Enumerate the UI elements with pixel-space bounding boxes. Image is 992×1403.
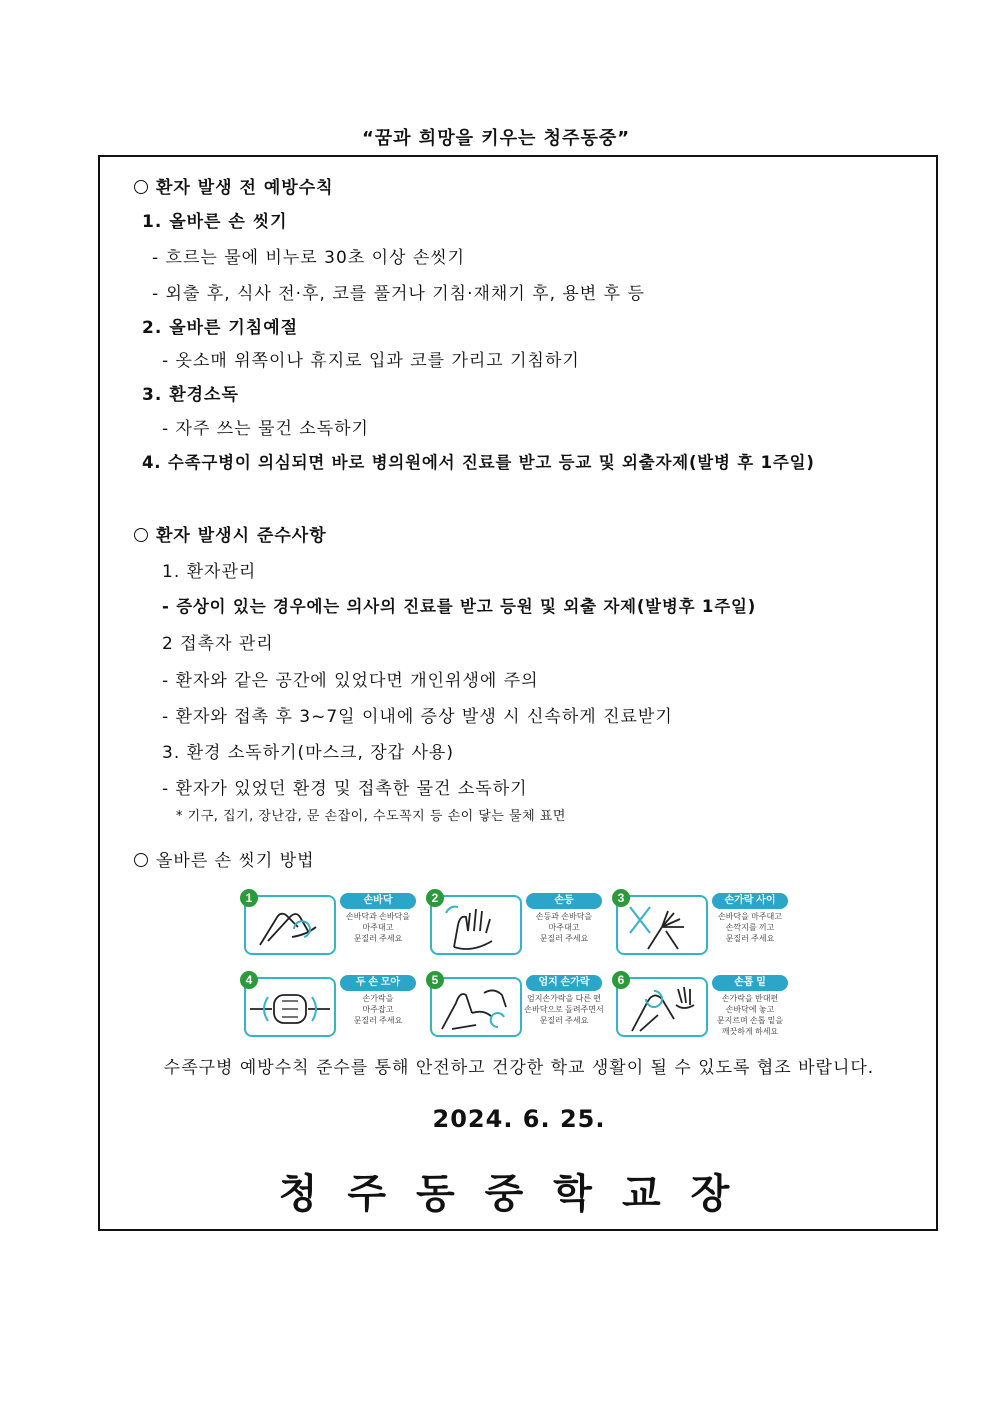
hands-clasped-icon (246, 979, 334, 1035)
handwash-step (426, 971, 606, 1043)
handwash-step (612, 889, 792, 961)
circle-bullet-icon (134, 853, 148, 867)
prevention-detail: - 흐르는 물에 비누로 30초 이상 손씻기 (152, 248, 466, 268)
handwash-step (426, 889, 606, 961)
step-title: 손톱 밑 (712, 975, 788, 991)
handwash-step (240, 889, 420, 961)
step-title: 두 손 모아 (340, 975, 416, 991)
handwash-steps (240, 889, 800, 1039)
section-patient-heading: 환자 발생시 준수사항 (134, 521, 327, 546)
step-title: 손가락 사이 (712, 893, 788, 909)
section-prevention-heading: 환자 발생 전 예방수칙 (134, 173, 334, 198)
step-description: 손가락을 반대편 손바닥에 놓고 문지르며 손톱 밑을 깨끗하게 하세요 (716, 994, 784, 1036)
palm-rub-icon (246, 897, 334, 953)
step-description: 엄지손가락을 다른 편 손바닥으로 돌려주면서 문질러 주세요 (524, 994, 604, 1025)
notice-date: 2024. 6. 25. (432, 1105, 606, 1133)
step-title: 손바닥 (340, 893, 416, 909)
notice-box (98, 155, 938, 1231)
step-number: 5 (426, 971, 444, 989)
prevention-item-disinfect: 3. 환경소독 (142, 385, 239, 405)
step-number: 1 (240, 889, 258, 907)
step-description: 손가락을 마주잡고 문질러 주세요 (353, 994, 403, 1025)
step-description: 손바닥과 손바닥을 마주대고 문질러 주세요 (345, 912, 411, 943)
handwash-step (240, 971, 420, 1043)
thumb-rub-icon (432, 979, 520, 1035)
fingertips-icon (618, 979, 706, 1035)
prevention-detail: - 옷소매 위쪽이나 휴지로 입과 코를 가리고 기침하기 (162, 351, 580, 371)
circle-bullet-icon (134, 180, 148, 194)
patient-item: 2 접촉자 관리 (162, 634, 274, 654)
prevention-item-handwash: 1. 올바른 손 씻기 (142, 212, 288, 232)
prevention-detail: - 자주 쓰는 물건 소독하기 (162, 419, 369, 439)
prevention-item-visit-clinic: 4. 수족구병이 의심되면 바로 병의원에서 진료를 받고 등교 및 외출자제(발병 후 1주일) (142, 453, 815, 472)
section-handwash-heading: 올바른 손 씻기 방법 (134, 846, 315, 871)
handwash-step (612, 971, 792, 1043)
school-motto: “꿈과 희망을 키우는 청주동중” (361, 128, 631, 149)
closing-message: 수족구병 예방수칙 준수를 통해 안전하고 건강한 학교 생활이 될 수 있도록 협조 바랍니다. (163, 1058, 875, 1078)
back-of-hand-icon (432, 897, 520, 953)
circle-bullet-icon (134, 528, 148, 542)
step-number: 3 (612, 889, 630, 907)
step-description: 손바닥을 마주대고 손깍지를 끼고 문질러 주세요 (717, 912, 783, 943)
interlaced-fingers-icon (618, 897, 706, 953)
patient-note: * 기구, 집기, 장난감, 문 손잡이, 수도꼭지 등 손이 닿는 물체 표면 (176, 809, 566, 824)
prevention-detail: - 외출 후, 식사 전·후, 코를 풀거나 기침·재채기 후, 용변 후 등 (152, 284, 645, 304)
step-title: 엄지 손가락 (526, 975, 602, 991)
patient-item: 3. 환경 소독하기(마스크, 장갑 사용) (162, 743, 454, 763)
step-number: 4 (240, 971, 258, 989)
step-title: 손등 (526, 893, 602, 909)
signer-name: 청주동중학교장 (278, 1171, 760, 1217)
step-description: 손등과 손바닥을 마주대고 문질러 주세요 (535, 912, 593, 943)
prevention-item-cough: 2. 올바른 기침예절 (142, 318, 299, 338)
step-number: 2 (426, 889, 444, 907)
patient-detail: - 환자가 있었던 환경 및 접촉한 물건 소독하기 (162, 779, 528, 799)
patient-detail: - 환자와 같은 공간에 있었다면 개인위생에 주의 (162, 671, 539, 691)
patient-detail: - 증상이 있는 경우에는 의사의 진료를 받고 등원 및 외출 자제(발병후 1주일) (162, 597, 757, 616)
step-number: 6 (612, 971, 630, 989)
patient-detail: - 환자와 접촉 후 3~7일 이내에 증상 발생 시 신속하게 진료받기 (162, 707, 673, 727)
patient-item: 1. 환자관리 (162, 562, 257, 582)
